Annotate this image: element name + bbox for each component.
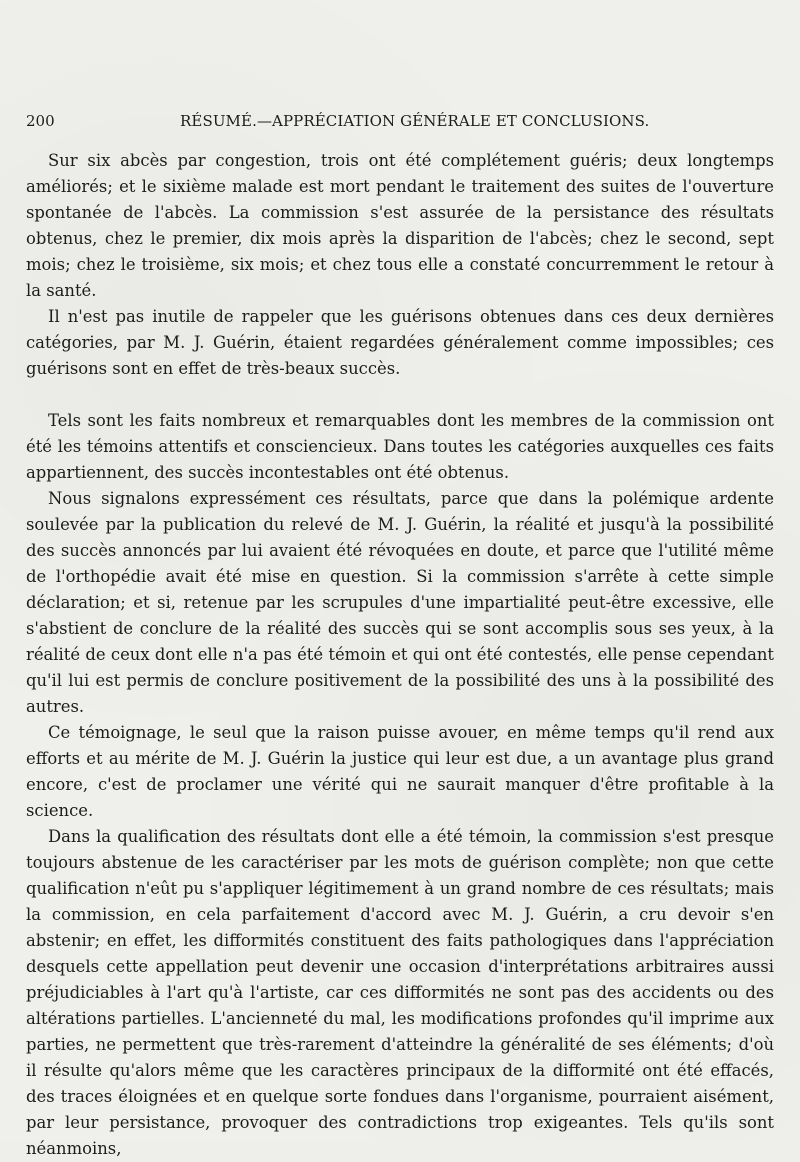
page-header [26,110,770,132]
paragraph-qualification: Dans la qualification des résultats dont elle a été témoin, la commission s'est presque toujours abstenue de les caractériser par les mots de guérison complète; non que cette qualification n'eût pu s'appliquer légitimement à un grand nombre de ces résultats; mais la commission, en cela parfaitement d'accord avec M. J. Guérin, a cru devoir s'en abstenir; en effet, les difformités constituent des faits pathologiques dans l'appréciation desquels cette appellation peut devenir une occasion d'interprétations arbitraires aussi préjudiciables à l'art qu'à l'artiste, car ces difformités ne sont pas des accidents ou des altérations partielles. L'ancienneté du mal, les modifications profondes qu'il imprime aux parties, ne permettent que très-rarement d'atteindre la généralité de ses éléments; d'où il résulte qu'alors même que les caractères principaux de la difformité ont été effacés, des traces éloignées et en quelque sorte fondues dans l'organisme, pourraient aisément, par leur persistance, provoquer des contradictions trop exigeantes. Tels qu'ils sont néanmoins, [26,827,774,1158]
paragraph-temoignage: Ce témoignage, le seul que la raison puisse avouer, en même temps qu'il rend aux efforts et au mérite de M. J. Guérin la justice qui leur est due, a un avantage plus grand encore, c'est de proclamer une vérité qui ne saurait manquer d'être profitable à la science. [26,723,774,820]
paragraph-resultats-signales: Nous signalons expressément ces résultats, parce que dans la polémique ardente soulevée par la publication du relevé de M. J. Guérin, la réalité et jusqu'à la possibilité des succès annoncés par lui avaient été révoquées en doute, et parce que l'utilité même de l'orthopédie avait été mise en question. Si la commission s'arrête à cette simple déclaration; et si, retenue par les scrupules d'une impartialité peut-être excessive, elle s'abstient de conclure de la réalité des succès qui se sont accomplis sous ses yeux, à la réalité de ceux dont elle n'a pas été témoin et qui ont été contestés, elle pense cependant qu'il lui est permis de conclure positivement de la possibilité des uns à la possibilité des autres. [26,489,774,716]
paragraph-faits-nombreux: Tels sont les faits nombreux et remarquables dont les membres de la commission ont été les témoins attentifs et consciencieux. Dans toutes les catégories auxquelles ces faits appartiennent, des succès incontestables ont été obtenus. [26,411,774,482]
page-number: 200 [26,112,55,130]
running-title: RÉSUMÉ.—APPRÉCIATION GÉNÉRALE ET CONCLUSIONS. [180,112,650,130]
paragraph-abces-results: Sur six abcès par congestion, trois ont été complétement guéris; deux longtemps améliorés; et le sixième malade est mort pendant le traitement des suites de l'ouverture spontanée de l'abcès. La commission s'est assurée de la persistance des résultats obtenus, chez le premier, dix mois après la disparition de l'abcès; chez le second, sept mois; chez le troisième, six mois; et chez tous elle a constaté concurremment le retour à la santé. [26,151,774,300]
paragraph-guerisons-impossibles: Il n'est pas inutile de rappeler que les guérisons obtenues dans ces deux dernières catégories, par M. J. Guérin, étaient regardées généralement comme impossibles; ces guérisons sont en effet de très-beaux succès. [26,307,774,378]
body-text [26,148,774,1162]
